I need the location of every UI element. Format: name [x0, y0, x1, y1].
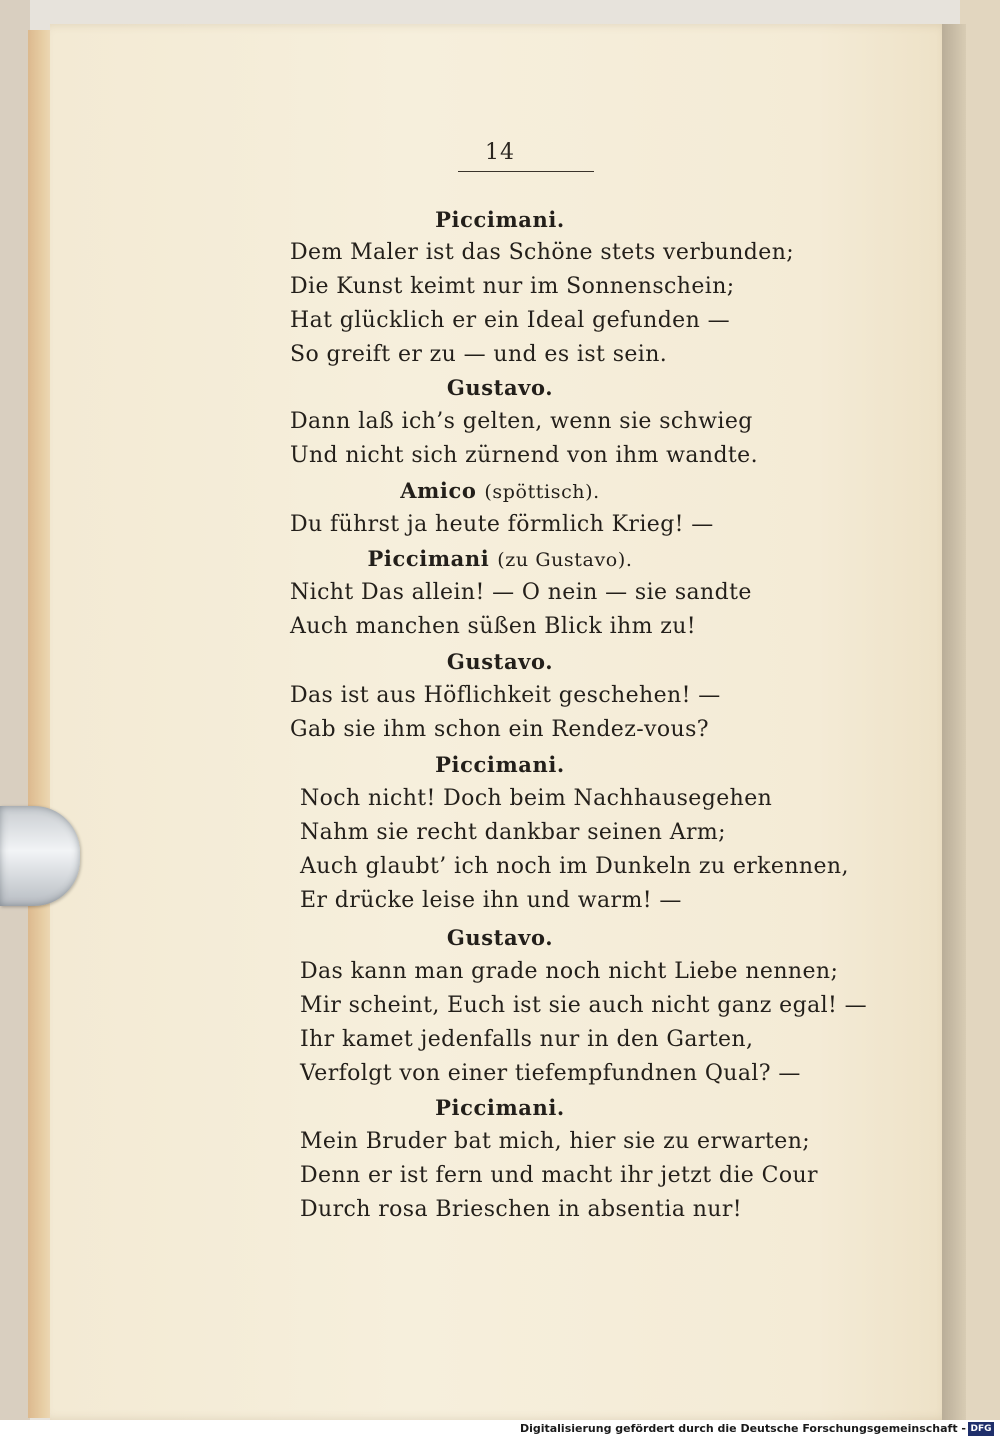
speaker-heading — [0, 374, 1000, 402]
verse-line: Durch rosa Brieschen in absentia nur! — [300, 1197, 743, 1222]
verse-line: Nicht Das allein! — O nein — sie sandte — [290, 580, 752, 605]
page-number: 14 — [485, 140, 515, 165]
speaker-name: Piccimani. — [435, 752, 565, 777]
speaker-name: Piccimani. — [435, 1095, 565, 1120]
speaker-name: Piccimani. — [435, 207, 565, 232]
verse-line: Gab sie ihm schon ein Rendez-vous? — [290, 717, 709, 742]
verse-line: Verfolgt von einer tiefempfundnen Qual? — — [300, 1061, 801, 1086]
verse-line: Dann laß ich’s gelten, wenn sie schwieg — [290, 409, 753, 434]
verse-line: Mir scheint, Euch ist sie auch nicht ganz egal! — — [300, 993, 868, 1018]
verse-line: So greift er zu — und es ist sein. — [290, 342, 668, 367]
verse-line: Ihr kamet jedenfalls nur in den Garten, — [300, 1027, 754, 1052]
funding-credit: Digitalisierung gefördert durch die Deutsche Forschungsgemeinschaft - — [519, 1422, 966, 1435]
verse-line: Noch nicht! Doch beim Nachhausegehen — [300, 786, 773, 811]
dfg-logo-icon: DFG — [968, 1422, 994, 1436]
speaker-name: Gustavo. — [446, 649, 554, 674]
verse-line: Auch manchen süßen Blick ihm zu! — [290, 614, 697, 639]
speaker-heading — [0, 206, 1000, 234]
speaker-heading — [0, 1094, 1000, 1122]
verse-line: Dem Maler ist das Schöne stets verbunden; — [290, 240, 795, 265]
speaker-heading — [0, 924, 1000, 952]
verse-line: Das ist aus Höflichkeit geschehen! — — [290, 683, 721, 708]
verse-line: Denn er ist fern und macht ihr jetzt die Cour — [300, 1163, 818, 1188]
verse-line: Auch glaubt’ ich noch im Dunkeln zu erkennen, — [300, 854, 849, 879]
stage-direction: (spöttisch). — [484, 481, 600, 503]
verse-line: Du führst ja heute förmlich Krieg! — — [290, 512, 714, 537]
speaker-heading — [0, 648, 1000, 676]
verse-line: Nahm sie recht dankbar seinen Arm; — [300, 820, 726, 845]
speaker-name: Gustavo. — [446, 925, 554, 950]
verse-line: Mein Bruder bat mich, hier sie zu erwarten; — [300, 1129, 811, 1154]
speaker-heading — [0, 477, 1000, 506]
speaker-name: Amico — [400, 478, 477, 503]
verse-line: Hat glücklich er ein Ideal gefunden — — [290, 308, 730, 333]
speaker-name: Gustavo. — [446, 375, 554, 400]
digitization-footer — [0, 1420, 1000, 1440]
stage-direction: (zu Gustavo). — [497, 549, 633, 571]
verse-line: Und nicht sich zürnend von ihm wandte. — [290, 443, 758, 468]
verse-line: Er drücke leise ihn und warm! — — [300, 888, 682, 913]
speaker-name: Piccimani — [367, 546, 490, 571]
speaker-heading — [0, 545, 1000, 574]
verse-line: Die Kunst keimt nur im Sonnenschein; — [290, 274, 735, 299]
speaker-heading — [0, 751, 1000, 779]
verse-line: Das kann man grade noch nicht Liebe nennen; — [300, 959, 839, 984]
